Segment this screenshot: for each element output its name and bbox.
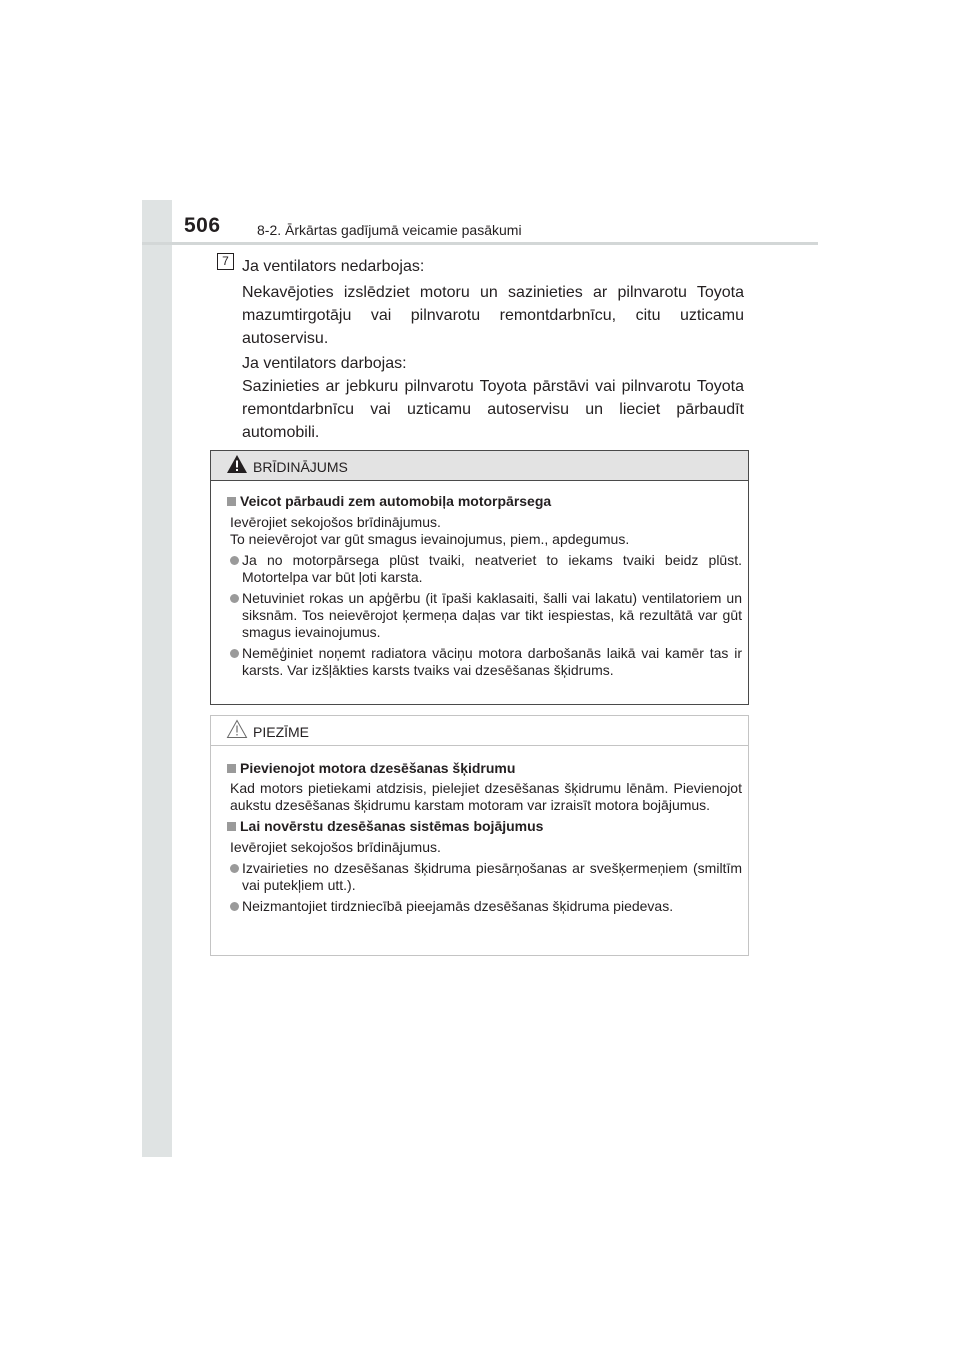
warning-panel [210,450,749,705]
warning-triangle-icon [226,454,248,479]
warning-section-title-text: Veicot pārbaudi zem automobiļa motorpārsega [240,493,552,509]
note-bullet-text: Neizmantojiet tirdzniecībā pieejamās dzesēšanas šķidruma piedevas. [242,898,674,914]
note-bullet [227,898,742,915]
square-bullet-icon [227,764,236,773]
if-fan-not-working-text: Ja ventilators nedarbojas: [242,258,425,275]
note-section-2-title-text: Lai novērstu dzesēšanas sistēmas bojājumus [240,818,544,834]
note-panel [210,715,749,956]
note-section-1-body: Kad motors pietiekami atdzisis, pielejiet dzesēšanas šķidrumu lēnām. Pievienojot aukstu dzesēšanas šķidrumu karstam motoram var izraisīt motora bojājumus. [230,780,742,813]
note-section-2-intro: Ievērojiet sekojošos brīdinājumus. [230,839,441,855]
warning-bullet [227,590,742,641]
round-bullet-icon [230,594,239,603]
if-fan-working-text: Ja ventilators darbojas: [242,355,407,372]
note-bullet-text: Izvairieties no dzesēšanas šķidruma piesārņošanas ar svešķermeņiem (smiltīm vai putekļiem utt.). [242,860,742,893]
warning-bullet-text: Netuviniet rokas un apģērbu (it īpaši kaklasaiti, šalli vai lakatu) ventilatoriem un siksnām. Tos neievērojot ķermeņa daļas var tikt iespiestas, kā rezultātā var gūt smagus ievainojumus. [242,590,742,640]
note-section-2-title [227,818,742,835]
note-section-1-title-text: Pievienojot motora dzesēšanas šķidrumu [240,760,516,776]
note-title: PIEZĪME [253,724,310,740]
caution-triangle-outline-icon [226,719,248,744]
square-bullet-icon [227,822,236,831]
warning-section-title [227,493,742,510]
section-header-title: 8-2. Ārkārtas gadījumā veicamie pasākumi [257,222,522,238]
warning-panel-header [211,451,748,481]
note-panel-header [211,716,748,746]
warning-title: BRĪDINĀJUMS [253,459,348,475]
side-band [142,200,172,1157]
warning-bullet-text: Nemēģiniet noņemt radiatora vāciņu motora darbošanās laikā vai kamēr tas ir karsts. Var izšļākties karsts tvaiks vai dzesēšanas šķidrums. [242,645,742,678]
square-bullet-icon [227,497,236,506]
round-bullet-icon [230,649,239,658]
note-body [211,746,748,915]
round-bullet-icon [230,864,239,873]
warning-bullet [227,552,742,586]
warning-intro-2: To neievērojot var gūt smagus ievainojumus, piem., apdegumus. [230,531,630,547]
note-bullet [227,860,742,894]
fan-working-action: Sazinieties ar jebkuru pilnvarotu Toyota pārstāvi vai pilnvarotu Toyota remontdarbnīcu vai uzticamu autoservisu un lieciet pārbaudīt automobili. [242,378,744,441]
step-number-badge: 7 [217,253,234,270]
warning-bullet-text: Ja no motorpārsega plūst tvaiki, neatveriet to iekams tvaiki beidz plūst. Motortelpa var būt ļoti karsta. [242,552,742,585]
warning-intro-1: Ievērojiet sekojošos brīdinājumus. [230,514,441,530]
header-divider [142,242,818,245]
round-bullet-icon [230,902,239,911]
warning-body [211,481,748,679]
round-bullet-icon [230,556,239,565]
page-number: 506 [184,214,221,237]
note-section-1-title [227,760,742,777]
warning-bullet [227,645,742,679]
fan-not-working-action: Nekavējoties izslēdziet motoru un sazinieties ar pilnvarotu Toyota mazumtirgotāju vai pilnvarotu remontdarbnīcu, citu uzticamu autoservisu. [242,284,744,347]
